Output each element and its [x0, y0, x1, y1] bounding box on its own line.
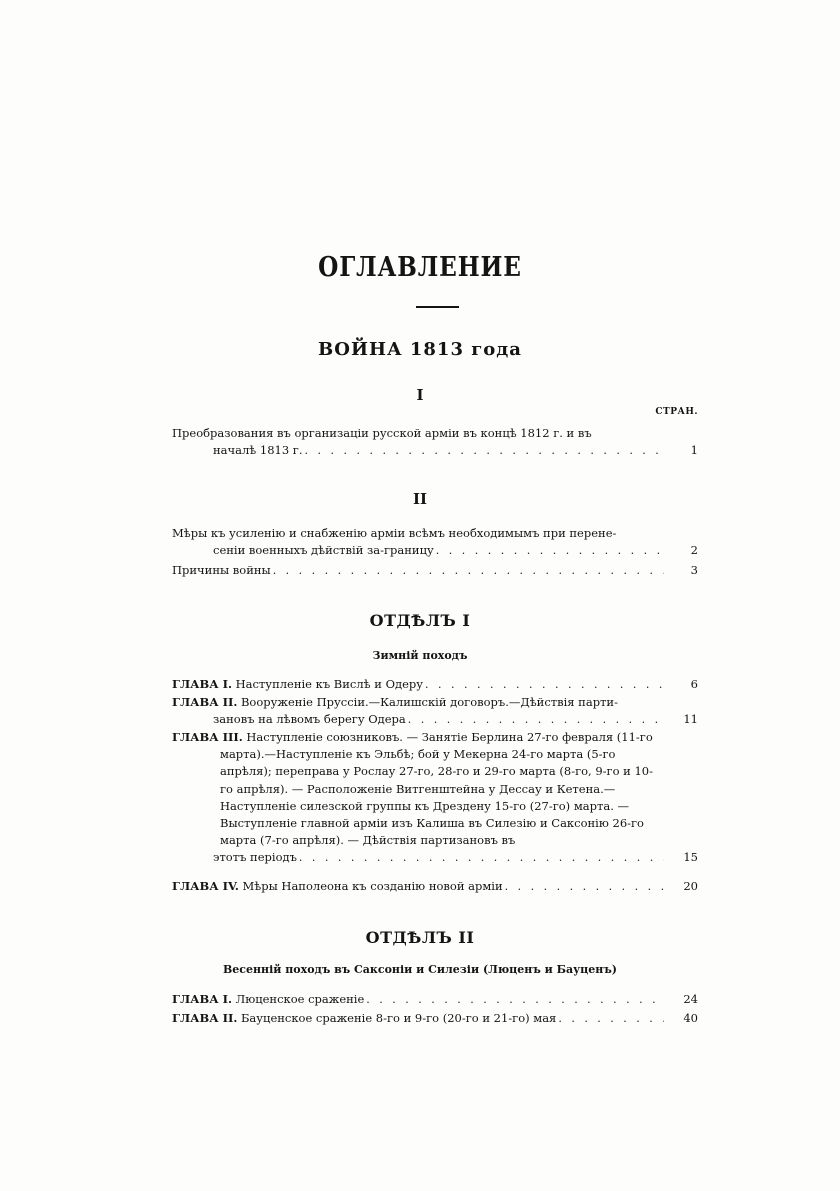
page-number: 1 [690, 443, 698, 458]
entry-text-end: сеніи военныхъ дѣйствій за-границу [213, 543, 434, 558]
war-subtitle: ВОЙНА 1813 года [318, 339, 522, 360]
toc-entry-chapter-2-2[interactable] [172, 1010, 698, 1027]
dot-leader [436, 542, 664, 559]
entry-text: Вооруженіе Пруссіи.—Калишскій договоръ.—Дѣйствія парти- [240, 695, 618, 709]
page-number: 24 [683, 992, 698, 1006]
dot-leader [408, 711, 664, 728]
chapter-label: ГЛАВА III. [172, 730, 243, 744]
entry-text-end: Наступленіе къ Вислѣ и Одеру [235, 677, 424, 691]
chapter-label: ГЛАВА II. [172, 1011, 238, 1025]
entry-text-end: Бауценское сраженіе 8-го и 9-го (20-го и 21-го) мая [240, 1011, 557, 1025]
page-number: 6 [690, 677, 698, 691]
toc-entry-chapter-1-2[interactable] [172, 694, 698, 728]
page-number: 40 [683, 1011, 698, 1025]
chapter-label: ГЛАВА I. [172, 677, 232, 691]
dot-leader [505, 878, 664, 895]
title-divider [416, 306, 459, 308]
page-number: 20 [683, 879, 698, 893]
dot-leader [558, 1010, 664, 1027]
entry-text: Преобразования въ организаціи русской арміи въ концѣ 1812 г. и въ [172, 426, 592, 440]
part-ii-subheading: Весенній походъ въ Саксоніи и Силезіи (Люценъ и Бауценъ) [222, 963, 617, 976]
entry-text-end: этотъ періодъ [213, 850, 297, 865]
entry-text-end: Люценское сраженіе [235, 992, 365, 1006]
dot-leader [425, 676, 664, 693]
entry-text-end: зановъ на лѣвомъ берегу Одера [213, 712, 406, 727]
part-ii-heading: ОТДѢЛЪ II [365, 928, 475, 947]
chapter-label: ГЛАВА I. [172, 992, 232, 1006]
part-i-subheading: Зимній походъ [372, 649, 468, 662]
entry-text-end: Мѣры Наполеона къ созданію новой арміи [242, 879, 503, 893]
entry-text-end: началѣ 1813 г. [213, 443, 303, 458]
dot-leader [366, 991, 664, 1008]
chapter-label: ГЛАВА II. [172, 695, 238, 709]
page-column-label: СТРАН. [655, 407, 698, 417]
page-number: 15 [683, 850, 698, 865]
toc-entry-chapter-2-1[interactable] [172, 991, 698, 1008]
page-number: 3 [690, 563, 698, 577]
toc-entry-chapter-1-3[interactable] [172, 729, 698, 867]
dot-leader [304, 442, 664, 459]
entry-text: Мѣры къ усиленію и снабженію арміи всѣмъ необходимымъ при перене- [172, 526, 617, 540]
part-i-heading: ОТДѢЛЪ I [369, 611, 471, 630]
toc-entry-army-supply[interactable] [172, 525, 698, 559]
toc-entry-army-reorganization[interactable] [172, 425, 698, 459]
toc-entry-war-causes[interactable] [172, 562, 698, 579]
dot-leader [273, 562, 664, 579]
page-number: 2 [690, 543, 698, 558]
section-i-numeral: I [416, 386, 424, 404]
chapter-label: ГЛАВА IV. [172, 879, 239, 893]
toc-entry-chapter-1-4[interactable] [172, 878, 698, 895]
toc-entry-chapter-1-1[interactable] [172, 676, 698, 693]
page-number: 11 [683, 712, 698, 727]
section-ii-numeral: II [412, 490, 428, 508]
entry-text: Наступленіе союзниковъ. — Занятіе Берлина 27-го февраля (11-го марта).—Наступленіе къ Эльбѣ; бой у Мекерна 24-го марта (5-го апрѣля); переправа у Рослау 27-го, 28-го и 29-го марта (8-го, 9-го и 10-го апрѣля). — Расположеніе Витгенштейна у Дессау и Кетена.—Наступленіе силезской группы къ Дрездену 15-го (27-го) марта. — Выступленіе главной арміи изъ Калиша въ Силезію и Саксонію 26-го марта (7-го апрѣля). — Дѣйствія партизановъ въ [220, 730, 653, 848]
page-title: ОГЛАВЛЕНИЕ [318, 252, 522, 283]
dot-leader [299, 849, 664, 866]
entry-text-end: Причины войны [172, 563, 271, 577]
